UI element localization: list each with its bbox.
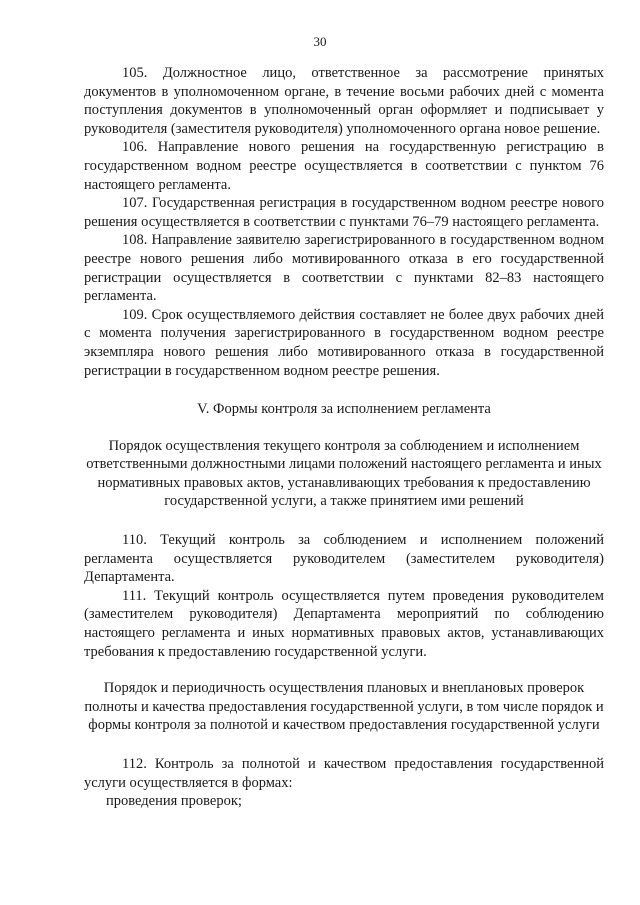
paragraph-106: 106. Направление нового решения на государственную регистрацию в государственном водном реестре осуществляется в соответствии с пунктом 76 настоящего регламента. — [84, 139, 604, 193]
paragraph-111: 111. Текущий контроль осуществляется путем проведения руководителем (заместителем руководителя) Департамента мероприятий по соблюдению настоящего регламента и иных нормативных правовых актов, устанавливающих требования к предоставлению государственной услуги. — [84, 587, 604, 660]
subsection-title-inspections: Порядок и периодичность осуществления плановых и внеплановых проверок полноты и качества предоставления государственной услуги, в том числе порядок и формы контроля за полнотой и качеством предоставления государственной услуги — [84, 680, 604, 734]
document-body — [84, 64, 604, 811]
paragraph-112: 112. Контроль за полнотой и качеством предоставления государственной услуги осуществляется в формах: — [84, 756, 604, 791]
list-item-inspections: проведения проверок; — [106, 793, 242, 810]
section-title: V. Формы контроля за исполнением регламента — [197, 401, 491, 418]
paragraph-109: 109. Срок осуществляемого действия составляет не более двух рабочих дней с момента получения зарегистрированного в государственном водном реестре экземпляра нового решения либо мотивированного отказа в государственной регистрации в государственном водном реестре решения. — [84, 306, 604, 379]
paragraph-107: 107. Государственная регистрация в государственном водном реестре нового решения осуществляется в соответствии с пунктами 76–79 настоящего регламента. — [84, 195, 604, 230]
paragraph-105: 105. Должностное лицо, ответственное за рассмотрение принятых документов в уполномоченном органе, в течение восьми рабочих дней с момента поступления документов в уполномоченный орган оформляет и подписывает у руководителя (заместителя руководителя) уполномоченного органа новое решение. — [84, 65, 604, 137]
paragraph-110: 110. Текущий контроль за соблюдением и исполнением положений регламента осуществляется руководителем (заместителем руководителя) Департамента. — [84, 532, 604, 586]
paragraph-108: 108. Направление заявителю зарегистрированного в государственном водном реестре нового решения либо мотивированного отказа в его государственной регистрации осуществляется в соответствии с пунктами 82–83 настоящего регламента. — [84, 232, 604, 305]
page-number: 30 — [313, 34, 327, 49]
subsection-title-current-control: Порядок осуществления текущего контроля за соблюдением и исполнением ответственными должностными лицами положений настоящего регламента и иных нормативных правовых актов, устанавливающих требования к предоставлению государственной услуги, а также принятием ими решений — [86, 437, 602, 510]
